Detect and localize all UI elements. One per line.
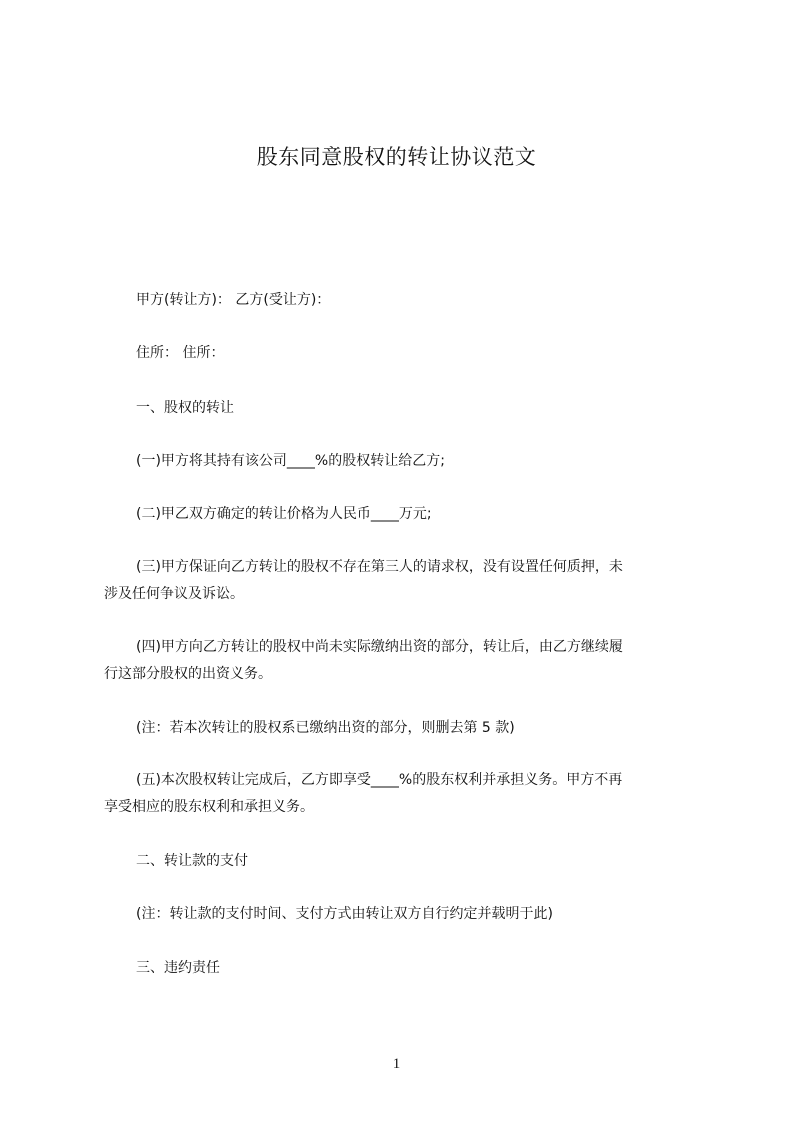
clause-5-line-1: (五)本次股权转让完成后，乙方即享受____%的股东权利并承担义务。甲方不再 [136,772,623,788]
page-number: 1 [392,1056,401,1072]
clause-4-line-2: 行这部分股权的出资义务。 [104,666,272,682]
clause-2: (二)甲乙双方确定的转让价格为人民币____万元; [136,506,432,522]
clause-5 [104,767,704,821]
clause-3 [104,554,704,608]
clause-5-line-2: 享受相应的股东权利和承担义务。 [104,799,314,815]
clause-4 [104,634,704,688]
section-2-heading: 二、转让款的支付 [136,853,248,869]
clause-4-line-1: (四)甲方向乙方转让的股权中尚未实际缴纳出资的部分，转让后，由乙方继续履 [136,639,623,655]
parties-line: 甲方(转让方)： 乙方(受让方)： [136,292,331,308]
note-1: (注：若本次转让的股权系已缴纳出资的部分，则删去第 5 款) [136,720,515,736]
clause-1: (一)甲方将其持有该公司____%的股权转让给乙方; [136,453,445,469]
section-1-heading: 一、股权的转让 [136,400,234,416]
note-2: (注：转让款的支付时间、支付方式由转让双方自行约定并载明于此) [136,906,553,922]
section-3-heading: 三、违约责任 [136,960,220,976]
clause-3-line-2: 涉及任何争议及诉讼。 [104,586,244,602]
address-line: 住所： 住所： [136,345,225,361]
clause-3-line-1: (三)甲方保证向乙方转让的股权不存在第三人的请求权，没有设置任何质押，未 [136,559,623,575]
document-title: 股东同意股权的转让协议范文 [256,145,537,169]
